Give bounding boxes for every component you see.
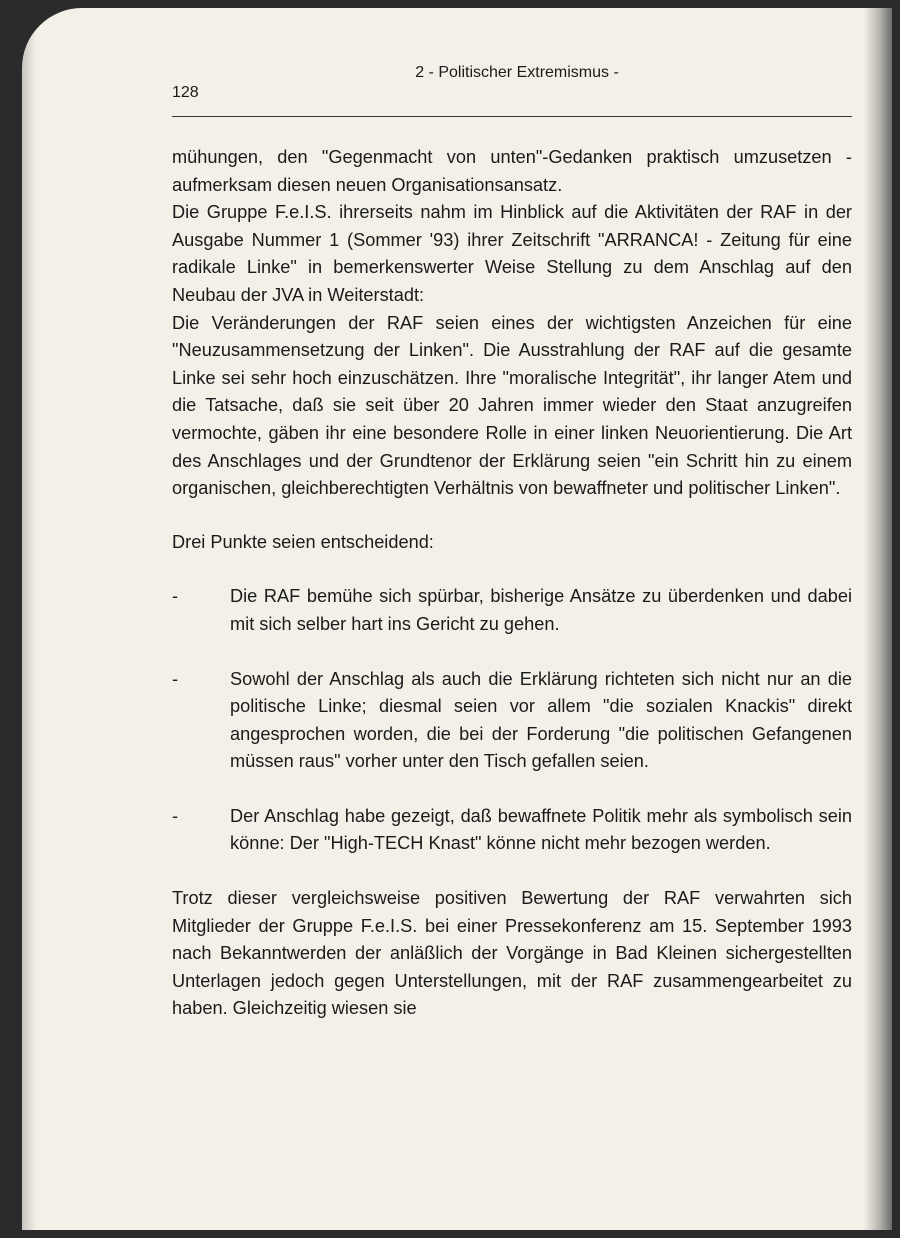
running-title: 2 - Politischer Extremismus -: [415, 64, 619, 81]
list-item: [172, 803, 852, 858]
paragraph-feis: Die Gruppe F.e.I.S. ihrerseits nahm im Hinblick auf die Aktivitäten der RAF in der Ausgabe Nummer 1 (Sommer '93) ihrer Zeitschrift "ARRANCA! - Zeitung für eine radikale Linke" in bemerkenswerter Weise Stellung zu dem Anschlag auf den Neubau der JVA in Weiterstadt:: [172, 202, 852, 305]
list-item-text: Der Anschlag habe gezeigt, daß bewaffnete Politik mehr als symbolisch sein könne: Der "High-TECH Knast" könne nicht mehr bezogen werden.: [230, 805, 852, 854]
header-rule: [172, 116, 852, 117]
paragraph-raf-changes: Die Veränderungen der RAF seien eines der wichtigsten Anzeichen für eine "Neuzusammensetzung der Linken". Die Ausstrahlung der RAF auf die gesamte Linke sei sehr hoch einzuschätzen. Ihre "moralische Integrität", ihr langer Atem und die Tatsache, daß sie seit über 20 Jahren immer wieder den Staat anzugreifen vermochte, gäben ihr eine besondere Rolle in einer linken Neuorientierung. Die Art des Anschlages und der Grundtenor der Erklärung seien "ein Schritt hin zu einem organischen, gleichberechtigten Verhältnis von bewaffneter und politischer Linken".: [172, 312, 852, 499]
page-number: 128: [172, 84, 199, 101]
paragraph-continuation: mühungen, den "Gegenmacht von unten"-Gedanken praktisch umzusetzen - aufmerksam diesen neuen Organisationsansatz.: [172, 147, 852, 195]
book-page: [22, 8, 892, 1230]
list-dash: -: [172, 805, 179, 826]
points-list: [172, 583, 852, 858]
binding-shadow: [864, 8, 892, 1230]
list-dash: -: [172, 586, 179, 607]
paragraph-three-points: Drei Punkte seien entscheidend:: [172, 531, 434, 552]
list-dash: -: [172, 668, 179, 689]
paragraph-press-conference: Trotz dieser vergleichsweise positiven Bewertung der RAF verwahrten sich Mitglieder der Gruppe F.e.I.S. bei einer Pressekonferenz am 15. September 1993 nach Bekanntwerden der anläßlich der Vorgänge in Bad Kleinen sichergestellten Unterlagen jedoch gegen Unterstellungen, mit der RAF zusammengearbeitet zu haben. Gleichzeitig wiesen sie: [172, 888, 852, 1019]
list-item-text: Sowohl der Anschlag als auch die Erklärung richteten sich nicht nur an die politische Linke; diesmal seien vor allem "die sozialen Knackis" direkt angesprochen worden, die bei der Forderung "die politischen Gefangenen müssen raus" vorher unter den Tisch gefallen seien.: [230, 668, 852, 772]
page-body: [172, 144, 852, 1023]
list-item: [172, 666, 852, 776]
list-item-text: Die RAF bemühe sich spürbar, bisherige Ansätze zu überdenken und dabei mit sich selber hart ins Gericht zu gehen.: [230, 586, 852, 634]
page-edge-shadow: [22, 8, 36, 1230]
list-item: [172, 583, 852, 638]
